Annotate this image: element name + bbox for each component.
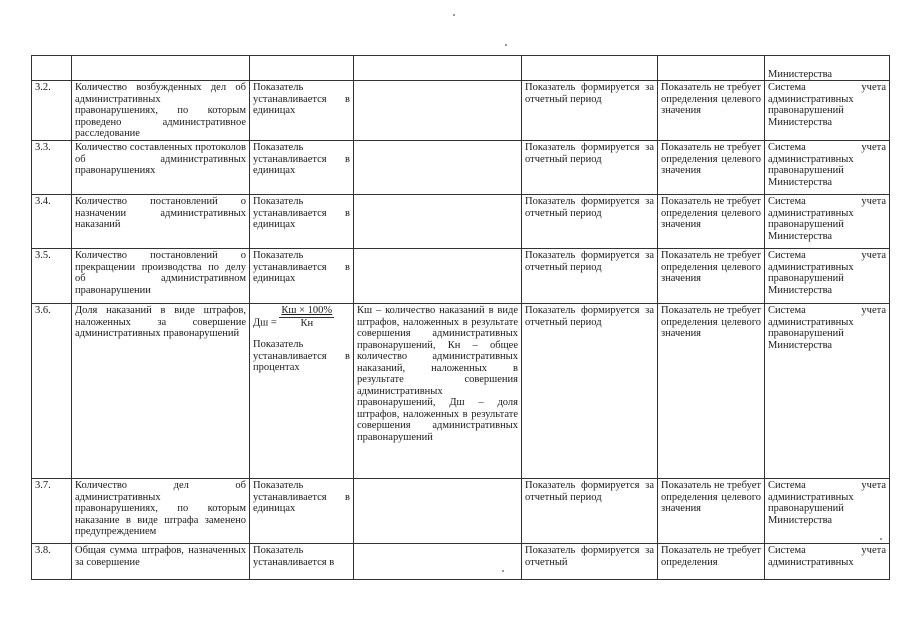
cell-name [72, 56, 250, 81]
cell-num: 3.3. [32, 141, 72, 195]
cell-target [658, 56, 765, 81]
cell-source: Система учета административных правонарушений Министерства [765, 81, 890, 141]
cell-target: Показатель не требует определения целевого значения [658, 249, 765, 304]
cell-period: Показатель формируется за отчетный [522, 544, 658, 580]
unit-text: Показатель устанавливается в процентах [253, 339, 350, 373]
cell-source: Система учета административных правонарушений Министерства [765, 195, 890, 249]
cell-method [354, 81, 522, 141]
formula [253, 305, 350, 329]
cell-unit: Показатель устанавливается в единицах [250, 141, 354, 195]
cell-period: Показатель формируется за отчетный период [522, 304, 658, 479]
scan-speck [505, 44, 507, 46]
formula-denominator: Кн [300, 317, 314, 329]
cell-unit: Показатель устанавливается в единицах [250, 479, 354, 544]
cell-num: 3.6. [32, 304, 72, 479]
cell-period: Показатель формируется за отчетный период [522, 249, 658, 304]
cell-name: Количество дел об административных правонарушениях, по которым наказание в виде штрафа заменено предупреждением [72, 479, 250, 544]
cell-method [354, 249, 522, 304]
scan-speck [453, 14, 455, 16]
cell-period: Показатель формируется за отчетный период [522, 141, 658, 195]
cell-source: Система учета административных правонарушений Министерства [765, 249, 890, 304]
cell-method [354, 544, 522, 580]
cell-unit: Показатель устанавливается в единицах [250, 81, 354, 141]
table-row-continuation [32, 56, 890, 81]
cell-target: Показатель не требует определения целевого значения [658, 141, 765, 195]
table-row [32, 479, 890, 544]
cell-period: Показатель формируется за отчетный период [522, 479, 658, 544]
cell-name: Количество возбужденных дел об административных правонарушениях, по которым проведено административное расследование [72, 81, 250, 141]
cell-num: 3.7. [32, 479, 72, 544]
cell-num [32, 56, 72, 81]
cell-name: Общая сумма штрафов, назначенных за совершение [72, 544, 250, 580]
formula-fraction [279, 305, 334, 329]
table-row [32, 141, 890, 195]
cell-target: Показатель не требует определения целевого значения [658, 479, 765, 544]
cell-target: Показатель не требует определения [658, 544, 765, 580]
cell-source: Система учета административных правонарушений Министерства [765, 304, 890, 479]
cell-name: Количество постановлений о прекращении производства по делу об административном правонарушении [72, 249, 250, 304]
cell-num: 3.5. [32, 249, 72, 304]
cell-source: Система учета административных [765, 544, 890, 580]
cell-num: 3.8. [32, 544, 72, 580]
cell-name: Доля наказаний в виде штрафов, наложенных за совершение административных правонарушений [72, 304, 250, 479]
indicators-table [31, 55, 890, 580]
cell-unit [250, 304, 354, 479]
cell-source: Министерства [765, 56, 890, 81]
cell-unit: Показатель устанавливается в [250, 544, 354, 580]
formula-numerator: Кш × 100% [281, 305, 333, 316]
cell-period [522, 56, 658, 81]
cell-method [354, 141, 522, 195]
cell-unit [250, 56, 354, 81]
formula-lhs: Дш = [253, 317, 280, 329]
cell-name: Количество постановлений о назначении административных наказаний [72, 195, 250, 249]
cell-num: 3.2. [32, 81, 72, 141]
table-row [32, 544, 890, 580]
table-row [32, 249, 890, 304]
cell-target: Показатель не требует определения целевого значения [658, 81, 765, 141]
cell-num: 3.4. [32, 195, 72, 249]
cell-unit: Показатель устанавливается в единицах [250, 195, 354, 249]
cell-source: Система учета административных правонарушений Министерства [765, 141, 890, 195]
cell-period: Показатель формируется за отчетный период [522, 195, 658, 249]
cell-method [354, 195, 522, 249]
cell-method: Кш – количество наказаний в виде штрафов, наложенных в результате совершения административных правонарушений, Кн – общее количество административных наказаний, наложенных в результате совершения административных правонарушений, Дш – доля штрафов, наложенных в результате совершения административных правонарушений [354, 304, 522, 479]
table-row [32, 195, 890, 249]
table-row [32, 304, 890, 479]
cell-target: Показатель не требует определения целевого значения [658, 195, 765, 249]
cell-method [354, 479, 522, 544]
table-row [32, 81, 890, 141]
cell-source: Система учета административных правонарушений Министерства [765, 479, 890, 544]
cell-target: Показатель не требует определения целевого значения [658, 304, 765, 479]
cell-period: Показатель формируется за отчетный период [522, 81, 658, 141]
cell-name: Количество составленных протоколов об административных правонарушениях [72, 141, 250, 195]
cell-method [354, 56, 522, 81]
cell-unit: Показатель устанавливается в единицах [250, 249, 354, 304]
